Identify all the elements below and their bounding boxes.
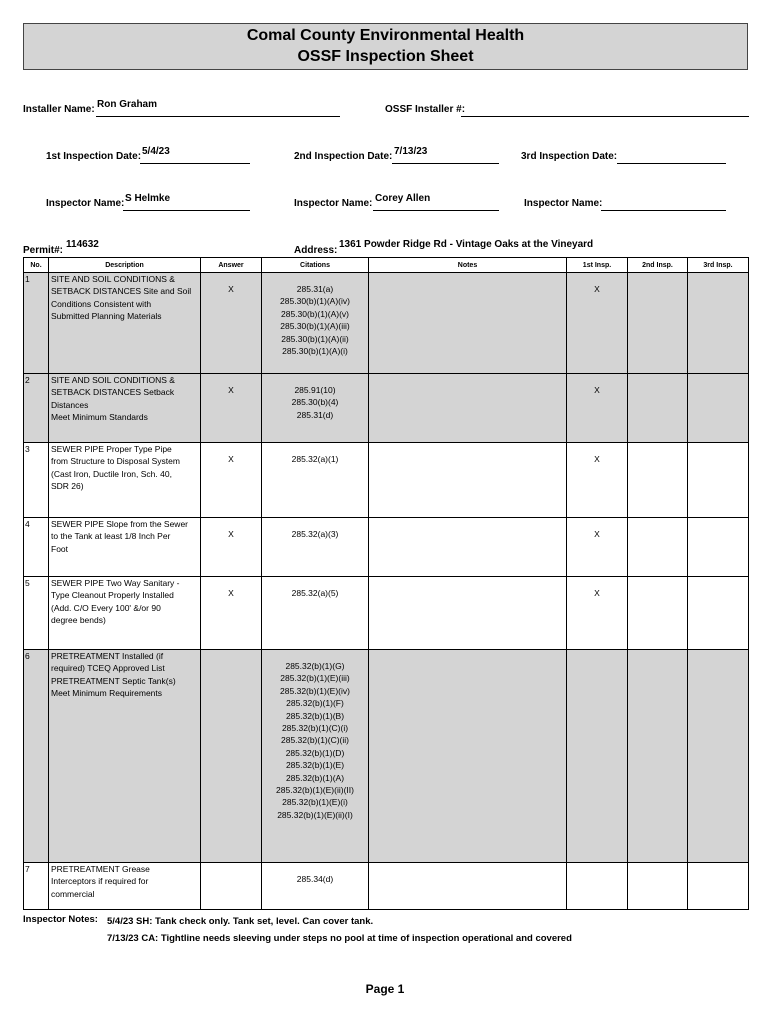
insp2-cell[interactable] bbox=[628, 577, 688, 650]
citation-line: 285.30(b)(1)(A)(i) bbox=[282, 346, 348, 357]
citation-line: 285.32(b)(1)(D) bbox=[285, 747, 345, 758]
answer-cell[interactable]: X bbox=[201, 273, 262, 374]
description-line: SETBACK DISTANCES Setback bbox=[51, 387, 175, 398]
citation-line: 285.32(b)(1)(C)(i) bbox=[281, 723, 349, 734]
description-line: Type Cleanout Properly Installed bbox=[51, 590, 174, 601]
citation-line: 285.91(10) bbox=[294, 385, 336, 395]
citation-line: 285.32(b)(1)(E)(i) bbox=[282, 797, 348, 808]
address-value[interactable]: 1361 Powder Ridge Rd - Vintage Oaks at the Vineyard bbox=[339, 239, 594, 250]
citation-line: 285.32(b)(1)(A) bbox=[285, 772, 345, 783]
description-line: Meet Minimum Standards bbox=[51, 412, 148, 423]
insp2-cell[interactable] bbox=[628, 443, 688, 518]
description-line: required) TCEQ Approved List bbox=[51, 663, 165, 674]
col-header-notes: Notes bbox=[369, 258, 567, 273]
inspector2-label: Inspector Name: bbox=[294, 198, 373, 209]
description-line: (Add. C/O Every 100' &/or 90 bbox=[51, 602, 161, 613]
citations-cell bbox=[262, 273, 369, 374]
insp2-cell[interactable] bbox=[628, 650, 688, 863]
inspector-notes-line-1: 5/4/23 SH: Tank check only. Tank set, level. Can cover tank. bbox=[107, 916, 374, 927]
citation-line: 285.32(a)(5) bbox=[291, 588, 339, 598]
row-description bbox=[49, 374, 201, 443]
citations-cell bbox=[262, 863, 369, 910]
citations-cell bbox=[262, 577, 369, 650]
citation-line: 285.32(a)(1) bbox=[291, 454, 339, 464]
description-line: PRETREATMENT Grease bbox=[51, 864, 150, 874]
row-description bbox=[49, 863, 201, 910]
citations-cell bbox=[262, 518, 369, 577]
inspector1-value[interactable]: S Helmke bbox=[125, 193, 171, 204]
page-number: Page 1 bbox=[365, 982, 405, 996]
citation-line: 285.32(b)(1)(G) bbox=[285, 661, 345, 671]
description-line: Interceptors if required for bbox=[51, 876, 149, 887]
insp2-date-label: 2nd Inspection Date: bbox=[294, 151, 393, 162]
insp2-date-underline bbox=[392, 163, 499, 164]
description-line: Foot bbox=[51, 543, 69, 554]
answer-cell[interactable]: X bbox=[201, 374, 262, 443]
insp1-cell[interactable]: X bbox=[567, 443, 628, 518]
notes-cell[interactable] bbox=[369, 863, 567, 910]
inspection-table-body bbox=[24, 273, 749, 910]
answer-cell[interactable] bbox=[201, 863, 262, 910]
citation-line: 285.32(a)(3) bbox=[291, 529, 339, 539]
notes-cell[interactable] bbox=[369, 650, 567, 863]
table-row bbox=[24, 863, 749, 910]
inspector1-underline bbox=[123, 210, 250, 211]
insp3-cell[interactable] bbox=[688, 273, 749, 374]
row-description bbox=[49, 273, 201, 374]
row-description bbox=[49, 577, 201, 650]
answer-cell[interactable]: X bbox=[201, 577, 262, 650]
citation-line: 285.32(b)(1)(C)(ii) bbox=[280, 735, 349, 746]
col-header-no: No. bbox=[24, 258, 49, 273]
inspector2-underline bbox=[373, 210, 499, 211]
citation-line: 285.32(b)(1)(E)(ii)(II) bbox=[276, 785, 354, 796]
citation-line: 285.32(b)(1)(E) bbox=[285, 760, 345, 771]
insp3-cell[interactable] bbox=[688, 577, 749, 650]
citation-line: 285.31(d) bbox=[296, 409, 334, 420]
description-line: (Cast Iron, Ductile Iron, Sch. 40, bbox=[51, 468, 172, 479]
citations-cell bbox=[262, 443, 369, 518]
title-line-1: Comal County Environmental Health bbox=[246, 27, 525, 44]
table-header-row bbox=[24, 258, 749, 273]
description-line: SEWER PIPE Slope from the Sewer bbox=[51, 519, 188, 529]
citation-line: 285.32(b)(1)(E)(ii)(I) bbox=[277, 809, 353, 820]
insp2-date-value[interactable]: 7/13/23 bbox=[394, 146, 428, 157]
description-line: SEWER PIPE Proper Type Pipe bbox=[51, 444, 172, 454]
row-description bbox=[49, 443, 201, 518]
row-number: 6 bbox=[24, 650, 49, 863]
row-description bbox=[49, 518, 201, 577]
insp3-cell[interactable] bbox=[688, 863, 749, 910]
installer-name-value[interactable]: Ron Graham bbox=[97, 99, 158, 110]
answer-cell[interactable]: X bbox=[201, 443, 262, 518]
description-line: SDR 26) bbox=[51, 481, 84, 492]
ossf-installer-underline bbox=[461, 116, 749, 117]
document-title-banner bbox=[23, 23, 748, 70]
notes-cell[interactable] bbox=[369, 577, 567, 650]
citations-cell bbox=[262, 374, 369, 443]
notes-cell[interactable] bbox=[369, 443, 567, 518]
description-line: Meet Minimum Requirements bbox=[51, 688, 163, 699]
insp3-cell[interactable] bbox=[688, 374, 749, 443]
inspection-table bbox=[23, 257, 749, 910]
row-number: 4 bbox=[24, 518, 49, 577]
citation-line: 285.30(b)(1)(A)(iii) bbox=[280, 321, 350, 332]
row-number: 7 bbox=[24, 863, 49, 910]
insp2-cell[interactable] bbox=[628, 863, 688, 910]
insp1-date-underline bbox=[140, 163, 250, 164]
col-header-insp3: 3rd Insp. bbox=[688, 258, 749, 273]
row-number: 1 bbox=[24, 273, 49, 374]
insp1-cell[interactable] bbox=[567, 863, 628, 910]
inspector-notes-label: Inspector Notes: bbox=[23, 914, 98, 925]
description-line: SETBACK DISTANCES Site and Soil bbox=[51, 286, 192, 297]
col-header-insp1: 1st Insp. bbox=[567, 258, 628, 273]
citation-line: 285.32(b)(1)(B) bbox=[285, 710, 345, 721]
table-row bbox=[24, 577, 749, 650]
insp2-cell[interactable] bbox=[628, 374, 688, 443]
citation-line: 285.30(b)(4) bbox=[291, 397, 339, 408]
insp3-date-label: 3rd Inspection Date: bbox=[521, 151, 618, 162]
description-line: Submitted Planning Materials bbox=[51, 311, 162, 322]
installer-name-underline bbox=[96, 116, 340, 117]
description-line: commercial bbox=[51, 888, 95, 899]
ossf-installer-label: OSSF Installer #: bbox=[385, 104, 466, 115]
col-header-insp2: 2nd Insp. bbox=[628, 258, 688, 273]
insp1-cell[interactable]: X bbox=[567, 374, 628, 443]
description-line: Distances bbox=[51, 399, 89, 410]
insp1-cell[interactable]: X bbox=[567, 577, 628, 650]
row-description bbox=[49, 650, 201, 863]
notes-cell[interactable] bbox=[369, 273, 567, 374]
inspector3-label: Inspector Name: bbox=[524, 198, 603, 209]
insp2-cell[interactable] bbox=[628, 518, 688, 577]
description-line: SITE AND SOIL CONDITIONS & bbox=[51, 274, 175, 284]
citation-line: 285.34(d) bbox=[296, 874, 334, 884]
description-line: PRETREATMENT Installed (if bbox=[51, 651, 164, 661]
row-number: 3 bbox=[24, 443, 49, 518]
insp1-date-label: 1st Inspection Date: bbox=[46, 151, 142, 162]
col-header-citations: Citations bbox=[262, 258, 369, 273]
notes-cell[interactable] bbox=[369, 518, 567, 577]
description-line: degree bends) bbox=[51, 615, 106, 626]
description-line: from Structure to Disposal System bbox=[51, 456, 180, 467]
inspector-notes-line-2: 7/13/23 CA: Tightline needs sleeving under steps no pool at time of inspection operational and covered bbox=[107, 933, 572, 944]
citation-line: 285.30(b)(1)(A)(ii) bbox=[281, 333, 349, 344]
answer-cell[interactable] bbox=[201, 650, 262, 863]
col-header-answer: Answer bbox=[201, 258, 262, 273]
description-line: SITE AND SOIL CONDITIONS & bbox=[51, 375, 175, 385]
table-row bbox=[24, 518, 749, 577]
insp1-cell[interactable] bbox=[567, 650, 628, 863]
row-number: 5 bbox=[24, 577, 49, 650]
address-label: Address: bbox=[294, 245, 338, 256]
citation-line: 285.32(b)(1)(E)(iii) bbox=[280, 673, 350, 684]
permit-label: Permit#: bbox=[23, 245, 64, 256]
insp1-cell[interactable]: X bbox=[567, 518, 628, 577]
citation-line: 285.32(b)(1)(E)(iv) bbox=[280, 685, 350, 696]
table-row bbox=[24, 650, 749, 863]
insp3-cell[interactable] bbox=[688, 443, 749, 518]
inspector1-label: Inspector Name: bbox=[46, 198, 125, 209]
citation-line: 285.32(b)(1)(F) bbox=[286, 698, 344, 709]
insp3-date-underline bbox=[617, 163, 726, 164]
table-row bbox=[24, 374, 749, 443]
inspector2-value[interactable]: Corey Allen bbox=[375, 193, 431, 204]
description-line: PRETREATMENT Septic Tank(s) bbox=[51, 675, 176, 686]
citation-line: 285.30(b)(1)(A)(iv) bbox=[280, 296, 350, 307]
permit-value[interactable]: 114632 bbox=[66, 239, 99, 250]
description-line: SEWER PIPE Two Way Sanitary - bbox=[51, 578, 180, 588]
col-header-description: Description bbox=[49, 258, 201, 273]
insp3-cell[interactable] bbox=[688, 650, 749, 863]
citations-cell bbox=[262, 650, 369, 863]
table-row bbox=[24, 443, 749, 518]
insp1-date-value[interactable]: 5/4/23 bbox=[142, 146, 170, 157]
row-number: 2 bbox=[24, 374, 49, 443]
insp1-cell[interactable]: X bbox=[567, 273, 628, 374]
title-line-2: OSSF Inspection Sheet bbox=[297, 48, 474, 65]
description-line: Conditions Consistent with bbox=[51, 298, 152, 309]
citation-line: 285.30(b)(1)(A)(v) bbox=[280, 308, 350, 319]
answer-cell[interactable]: X bbox=[201, 518, 262, 577]
description-line: to the Tank at least 1/8 Inch Per bbox=[51, 531, 171, 542]
insp3-cell[interactable] bbox=[688, 518, 749, 577]
installer-name-label: Installer Name: bbox=[23, 104, 95, 115]
insp2-cell[interactable] bbox=[628, 273, 688, 374]
inspector3-underline bbox=[601, 210, 726, 211]
table-row bbox=[24, 273, 749, 374]
citation-line: 285.31(a) bbox=[296, 284, 334, 294]
notes-cell[interactable] bbox=[369, 374, 567, 443]
